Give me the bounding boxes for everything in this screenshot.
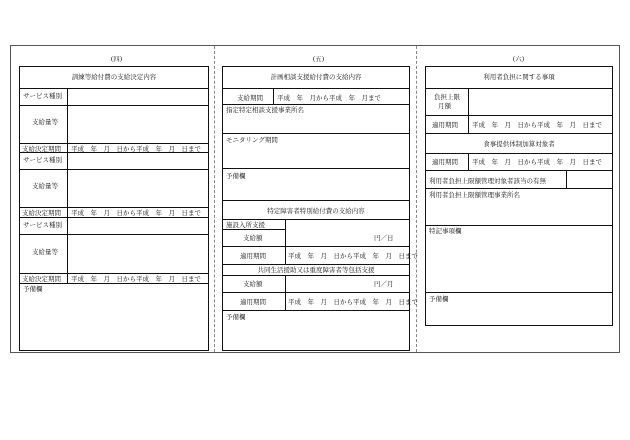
remarks-label: 予備欄	[226, 172, 246, 180]
period-label: 支給決定期間	[22, 209, 61, 217]
panel6-heading: 利用者負担に関する事項	[483, 73, 555, 81]
amount-label: 支給額	[243, 280, 263, 288]
panel6-frame	[425, 66, 613, 326]
apply-period-value: 平成 年 月 日から平成 年 月 日まで	[472, 121, 602, 129]
apply-period-label: 適用期間	[432, 158, 458, 166]
special-benefit-heading: 特定障害者特別給付費の支給内容	[267, 207, 365, 215]
designated-provider-label: 指定特定相談支援事業所名	[226, 106, 304, 114]
cap-management-label: 利用者負担上限額管理対象者該当の有無	[429, 177, 546, 185]
panel5-frame	[222, 66, 418, 351]
panel4-title: (四)	[110, 55, 123, 63]
panel4-heading: 訓練等給付費の支給決定内容	[71, 73, 157, 81]
panel6-title: (六)	[512, 55, 525, 63]
period-label: 支給決定期間	[22, 145, 61, 153]
period-value: 平成 年 月 日から平成 年 月 日まで	[71, 275, 201, 283]
group-home-heading: 共同生活援助又は重度障害者等包括支援	[257, 266, 375, 274]
per-month-unit: 円／月	[374, 280, 394, 288]
period-value: 平成 年 月 日から平成 年 月 日まで	[71, 145, 201, 153]
facility-support-label: 施設入所支援	[226, 221, 265, 229]
amount-label: 支給量等	[32, 182, 58, 190]
panel4-frame	[19, 66, 209, 351]
apply-period-value: 平成 年 月 日から平成 年 月 日まで	[288, 298, 418, 306]
panel5-heading: 計画相談支援給付費の支給内容	[270, 73, 362, 81]
support-period-value: 平成 年 月から平成 年 月まで	[277, 94, 381, 102]
per-day-unit: 円／日	[374, 234, 394, 242]
apply-period-label: 適用期間	[240, 252, 266, 260]
certificate-sheet	[10, 45, 620, 353]
service-type-label: サービス種別	[23, 221, 62, 229]
panel-separator	[214, 46, 215, 352]
panel5-title: (五)	[312, 55, 325, 63]
amount-label: 支給量等	[32, 118, 58, 126]
service-type-label: サービス種別	[23, 92, 62, 100]
cap-label-month: 月額	[438, 102, 451, 110]
apply-period-value: 平成 年 月 日から平成 年 月 日まで	[288, 252, 418, 260]
remarks-label: 予備欄	[429, 295, 449, 303]
panel-separator	[416, 46, 417, 352]
period-value: 平成 年 月 日から平成 年 月 日まで	[71, 209, 201, 217]
meal-provision-heading: 食事提供体制加算対象者	[483, 140, 555, 148]
monitoring-period-label: モニタリング期間	[226, 136, 278, 144]
cap-management-office-label: 利用者負担上限額管理事業所名	[429, 191, 520, 199]
period-label: 支給決定期間	[22, 275, 61, 283]
cap-label: 負担上限	[434, 93, 460, 101]
amount-label: 支給額	[243, 234, 263, 242]
apply-period-label: 適用期間	[240, 298, 266, 306]
apply-period-value: 平成 年 月 日から平成 年 月 日まで	[472, 158, 602, 166]
support-period-label: 支給期間	[237, 94, 263, 102]
amount-label: 支給量等	[32, 248, 58, 256]
service-type-label: サービス種別	[23, 156, 62, 164]
remarks-label: 予備欄	[23, 285, 43, 293]
special-notes-label: 特記事項欄	[429, 227, 462, 235]
apply-period-label: 適用期間	[432, 121, 458, 129]
remarks-label: 予備欄	[226, 313, 246, 321]
